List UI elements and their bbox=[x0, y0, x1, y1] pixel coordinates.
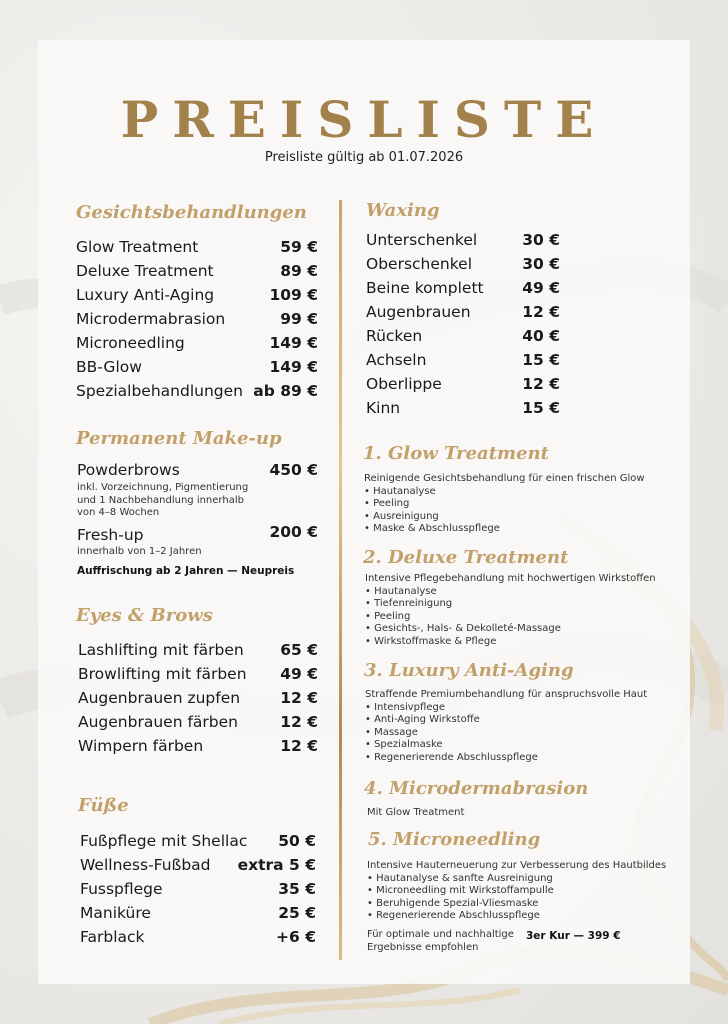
bullet-item: • Gesichts-, Hals- & Dekolleté-Massage bbox=[365, 623, 685, 636]
bullet-item: • Ausreinigung bbox=[364, 511, 684, 524]
bullet-item: • Massage bbox=[365, 727, 685, 740]
needling-footer: Für optimale und nachhaltige Ergebnisse empfohlen bbox=[367, 929, 514, 953]
face-item-price: 99 € bbox=[280, 310, 318, 328]
glow-intro: Reinigende Gesichtsbehandlung für einen frischen Glow bbox=[364, 473, 645, 484]
heading-gesichtsbehandlungen: Gesichtsbehandlungen bbox=[76, 202, 307, 223]
bullet-item: • Spezialmaske bbox=[365, 739, 685, 752]
deluxe-bullets bbox=[365, 586, 685, 649]
deluxe-treatment-description bbox=[365, 573, 685, 648]
bullet-item: • Intensivpflege bbox=[365, 702, 685, 715]
eyes-item-price: 49 € bbox=[280, 665, 318, 683]
microdermabrasion-description bbox=[367, 807, 687, 820]
heading-luxury-anti-aging: 3. Luxury Anti-Aging bbox=[364, 660, 574, 681]
waxing-item-price: 12 € bbox=[522, 375, 560, 393]
heading-permanent-makeup: Permanent Make-up bbox=[76, 428, 282, 449]
waxing-item-name: Oberlippe bbox=[366, 375, 442, 393]
eyes-item-name: Lashlifting mit färben bbox=[78, 641, 244, 659]
feet-item-name: Maniküre bbox=[80, 904, 151, 922]
page-title: PREISLISTE bbox=[120, 90, 608, 149]
feet-item-price: +6 € bbox=[276, 928, 316, 946]
waxing-item-name: Rücken bbox=[366, 327, 423, 345]
pmu-freshup: Fresh-up bbox=[77, 526, 144, 544]
feet-item-name: Fußpflege mit Shellac bbox=[80, 832, 248, 850]
face-item-name: Microneedling bbox=[76, 334, 185, 352]
bullet-item: • Regenerierende Abschlusspflege bbox=[367, 910, 687, 923]
waxing-item-name: Achseln bbox=[366, 351, 427, 369]
price-card bbox=[38, 40, 690, 984]
validity-subtitle: Preisliste gültig ab 01.07.2026 bbox=[264, 150, 464, 165]
eyes-item-price: 12 € bbox=[280, 713, 318, 731]
deluxe-intro: Intensive Pflegebehandlung mit hochwertigen Wirkstoffen bbox=[365, 573, 656, 584]
waxing-item-name: Oberschenkel bbox=[366, 255, 472, 273]
waxing-item-price: 15 € bbox=[522, 351, 560, 369]
feet-item-name: Wellness-Fußbad bbox=[80, 856, 211, 874]
pmu-powderbrows-note: inkl. Vorzeichnung, Pigmentierung und 1 Nachbehandlung innerhalb von 4–8 Wochen bbox=[77, 482, 249, 518]
bullet-item: • Microneedling mit Wirkstoffampulle bbox=[367, 885, 687, 898]
face-item-name: Microdermabrasion bbox=[76, 310, 226, 328]
face-item-price: 89 € bbox=[280, 262, 318, 280]
heading-waxing: Waxing bbox=[366, 200, 440, 221]
bullet-item: • Peeling bbox=[365, 611, 685, 624]
eyes-item-price: 65 € bbox=[280, 641, 318, 659]
eyes-item-name: Wimpern färben bbox=[78, 737, 204, 755]
feet-item-price: 25 € bbox=[278, 904, 316, 922]
feet-item-name: Farblack bbox=[80, 928, 145, 946]
pmu-freshup-price: 200 € bbox=[269, 523, 318, 541]
waxing-item-price: 12 € bbox=[522, 303, 560, 321]
bullet-item: • Peeling bbox=[364, 498, 684, 511]
face-item-name: BB-Glow bbox=[76, 358, 142, 376]
heading-microneedling: 5. Microneedling bbox=[368, 829, 541, 850]
eyes-item-name: Augenbrauen zupfen bbox=[78, 689, 241, 707]
feet-item-name: Fusspflege bbox=[80, 880, 163, 898]
bullet-item: • Hautanalyse & sanfte Ausreinigung bbox=[367, 873, 687, 886]
luxury-intro: Straffende Premiumbehandlung für anspruchsvolle Haut bbox=[365, 689, 648, 700]
needling-bullets bbox=[367, 873, 687, 923]
face-item-price: 59 € bbox=[280, 238, 318, 256]
heading-microdermabrasion: 4. Microdermabrasion bbox=[364, 778, 589, 799]
waxing-item-name: Unterschenkel bbox=[366, 231, 478, 249]
bullet-item: • Beruhigende Spezial-Vliesmaske bbox=[367, 898, 687, 911]
bullet-item: • Maske & Abschlusspflege bbox=[364, 523, 684, 536]
eyes-item-price: 12 € bbox=[280, 737, 318, 755]
eyes-item-price: 12 € bbox=[280, 689, 318, 707]
eyes-item-name: Browlifting mit färben bbox=[78, 665, 247, 683]
bullet-item: • Anti-Aging Wirkstoffe bbox=[365, 714, 685, 727]
pmu-powderbrows-price: 450 € bbox=[269, 461, 318, 479]
face-item-name: Spezialbehandlungen bbox=[76, 382, 243, 400]
waxing-item-price: 49 € bbox=[522, 279, 560, 297]
face-item-name: Deluxe Treatment bbox=[76, 262, 214, 280]
face-item-name: Luxury Anti-Aging bbox=[76, 286, 215, 304]
bullet-item: • Hautanalyse bbox=[364, 486, 684, 499]
face-item-price: 149 € bbox=[269, 358, 318, 376]
waxing-item-name: Kinn bbox=[366, 399, 401, 417]
feet-item-price: 50 € bbox=[278, 832, 316, 850]
pmu-powderbrows: Powderbrows bbox=[77, 461, 180, 479]
waxing-item-name: Augenbrauen bbox=[366, 303, 471, 321]
bullet-item: • Regenerierende Abschlusspflege bbox=[365, 752, 685, 765]
face-item-price: ab 89 € bbox=[253, 382, 318, 400]
bullet-item: • Wirkstoffmaske & Pflege bbox=[365, 636, 685, 649]
heading-glow-treatment: 1. Glow Treatment bbox=[363, 443, 549, 464]
luxury-description bbox=[365, 689, 685, 764]
eyes-item-name: Augenbrauen färben bbox=[78, 713, 238, 731]
face-item-price: 149 € bbox=[269, 334, 318, 352]
microneedling-description bbox=[367, 860, 687, 923]
pmu-refresh-note: Auffrischung ab 2 Jahren — Neupreis bbox=[77, 565, 295, 577]
needling-intro: Intensive Hauterneuerung zur Verbesserung des Hautbildes bbox=[367, 860, 667, 871]
bullet-item: • Hautanalyse bbox=[365, 586, 685, 599]
glow-treatment-description bbox=[364, 473, 684, 536]
luxury-bullets bbox=[365, 702, 685, 765]
gold-divider bbox=[339, 200, 342, 960]
waxing-item-price: 30 € bbox=[522, 231, 560, 249]
waxing-item-name: Beine komplett bbox=[366, 279, 484, 297]
feet-item-price: extra 5 € bbox=[237, 856, 316, 874]
waxing-item-price: 30 € bbox=[522, 255, 560, 273]
heading-fuesse: Füße bbox=[78, 795, 129, 816]
glow-bullets bbox=[364, 486, 684, 536]
waxing-item-price: 40 € bbox=[522, 327, 560, 345]
feet-item-price: 35 € bbox=[278, 880, 316, 898]
waxing-item-price: 15 € bbox=[522, 399, 560, 417]
micro-intro: Mit Glow Treatment bbox=[367, 807, 465, 818]
bullet-item: • Tiefenreinigung bbox=[365, 598, 685, 611]
needling-kur-price: 3er Kur — 399 € bbox=[526, 930, 621, 942]
face-item-price: 109 € bbox=[269, 286, 318, 304]
pmu-freshup-note: innerhalb von 1–2 Jahren bbox=[77, 546, 202, 557]
heading-eyes-brows: Eyes & Brows bbox=[76, 605, 213, 626]
heading-deluxe-treatment: 2. Deluxe Treatment bbox=[363, 547, 569, 568]
face-item-name: Glow Treatment bbox=[76, 238, 199, 256]
